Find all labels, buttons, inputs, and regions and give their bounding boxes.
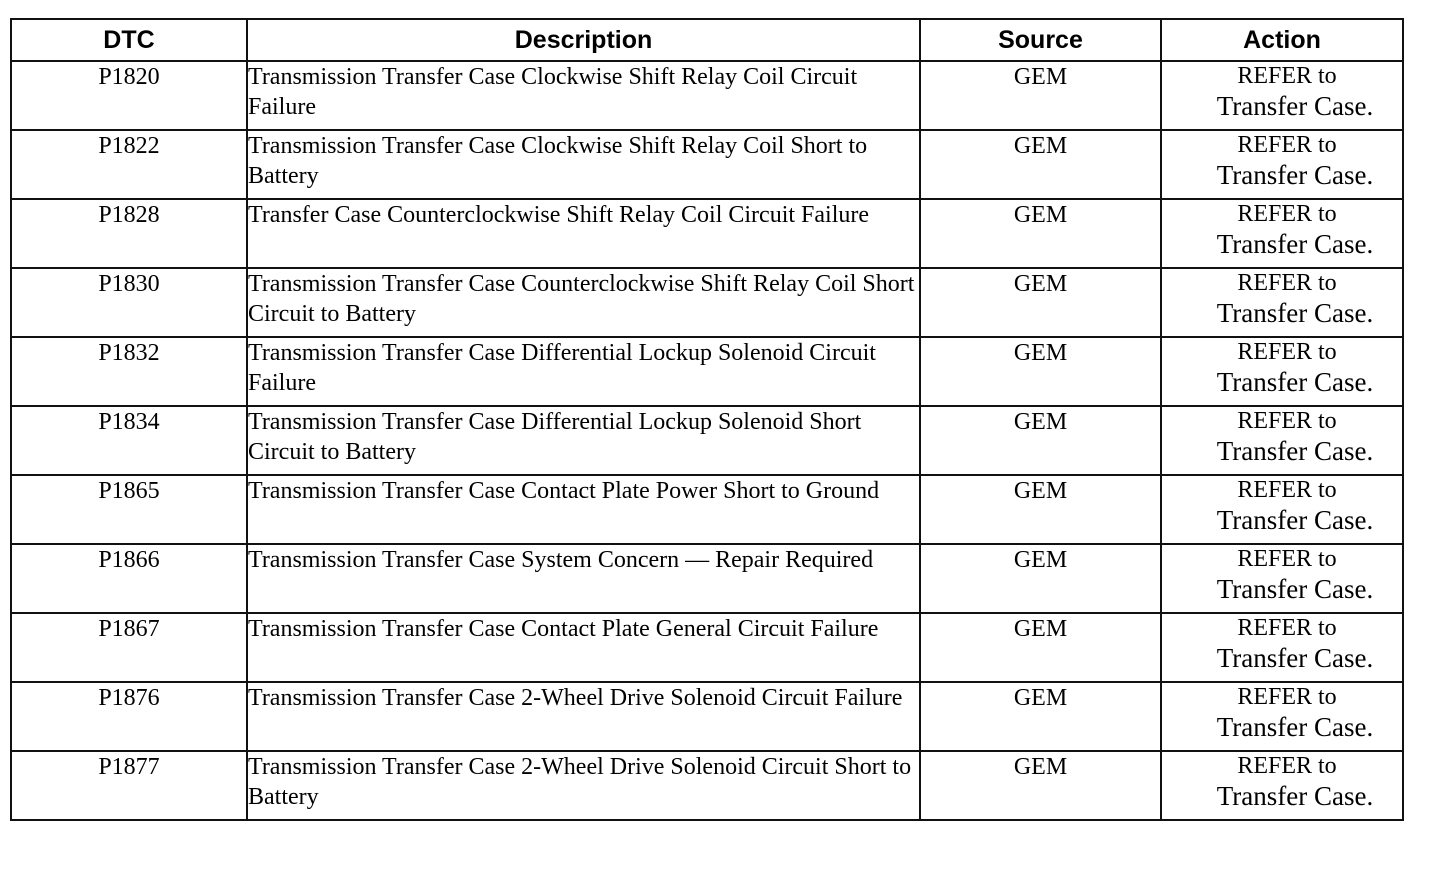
dtc-description: Transmission Transfer Case Contact Plate Power Short to Ground xyxy=(247,475,920,544)
dtc-action xyxy=(1161,613,1403,682)
header-description: Description xyxy=(247,19,920,61)
header-source: Source xyxy=(920,19,1161,61)
action-refer: REFER to xyxy=(1237,132,1337,158)
table-row xyxy=(11,613,1403,682)
dtc-description: Transmission Transfer Case Clockwise Shift Relay Coil Circuit Failure xyxy=(247,61,920,130)
dtc-source: GEM xyxy=(920,475,1161,544)
action-refer: REFER to xyxy=(1237,753,1337,779)
header-row xyxy=(11,19,1403,61)
dtc-action xyxy=(1161,268,1403,337)
dtc-action xyxy=(1161,337,1403,406)
action-target: Transfer Case. xyxy=(1216,160,1374,190)
table-row xyxy=(11,475,1403,544)
header-dtc: DTC xyxy=(11,19,247,61)
table-row xyxy=(11,199,1403,268)
dtc-code: P1832 xyxy=(11,337,247,406)
action-target: Transfer Case. xyxy=(1216,781,1374,811)
dtc-description: Transmission Transfer Case System Concern — Repair Required xyxy=(247,544,920,613)
action-target: Transfer Case. xyxy=(1216,367,1374,397)
action-target: Transfer Case. xyxy=(1216,712,1374,742)
table-row xyxy=(11,61,1403,130)
dtc-action xyxy=(1161,751,1403,820)
action-target: Transfer Case. xyxy=(1216,643,1374,673)
action-target: Transfer Case. xyxy=(1216,91,1374,121)
dtc-code: P1830 xyxy=(11,268,247,337)
action-refer: REFER to xyxy=(1237,615,1337,641)
action-target: Transfer Case. xyxy=(1216,505,1374,535)
dtc-source: GEM xyxy=(920,613,1161,682)
dtc-code: P1866 xyxy=(11,544,247,613)
table-body xyxy=(11,61,1403,820)
dtc-action xyxy=(1161,406,1403,475)
action-refer: REFER to xyxy=(1237,339,1337,365)
table-row xyxy=(11,337,1403,406)
dtc-source: GEM xyxy=(920,337,1161,406)
dtc-source: GEM xyxy=(920,268,1161,337)
action-target: Transfer Case. xyxy=(1216,229,1374,259)
dtc-code: P1876 xyxy=(11,682,247,751)
dtc-source: GEM xyxy=(920,406,1161,475)
table-row xyxy=(11,751,1403,820)
dtc-description: Transmission Transfer Case 2-Wheel Drive Solenoid Circuit Short to Battery xyxy=(247,751,920,820)
dtc-source: GEM xyxy=(920,61,1161,130)
dtc-code: P1822 xyxy=(11,130,247,199)
dtc-description: Transfer Case Counterclockwise Shift Relay Coil Circuit Failure xyxy=(247,199,920,268)
table-row xyxy=(11,544,1403,613)
dtc-description: Transmission Transfer Case Differential Lockup Solenoid Circuit Failure xyxy=(247,337,920,406)
table-row xyxy=(11,268,1403,337)
action-refer: REFER to xyxy=(1237,408,1337,434)
dtc-code: P1877 xyxy=(11,751,247,820)
dtc-action xyxy=(1161,130,1403,199)
table-row xyxy=(11,406,1403,475)
action-refer: REFER to xyxy=(1237,546,1337,572)
action-refer: REFER to xyxy=(1237,684,1337,710)
dtc-code: P1834 xyxy=(11,406,247,475)
action-refer: REFER to xyxy=(1237,270,1337,296)
dtc-description: Transmission Transfer Case Counterclockwise Shift Relay Coil Short Circuit to Battery xyxy=(247,268,920,337)
dtc-code: P1867 xyxy=(11,613,247,682)
table-row xyxy=(11,130,1403,199)
action-refer: REFER to xyxy=(1237,201,1337,227)
dtc-action xyxy=(1161,682,1403,751)
dtc-description: Transmission Transfer Case Contact Plate General Circuit Failure xyxy=(247,613,920,682)
dtc-source: GEM xyxy=(920,751,1161,820)
dtc-table xyxy=(10,18,1404,821)
table-header xyxy=(11,19,1403,61)
dtc-code: P1820 xyxy=(11,61,247,130)
action-target: Transfer Case. xyxy=(1216,574,1374,604)
header-action: Action xyxy=(1161,19,1403,61)
dtc-description: Transmission Transfer Case 2-Wheel Drive Solenoid Circuit Failure xyxy=(247,682,920,751)
dtc-source: GEM xyxy=(920,199,1161,268)
dtc-description: Transmission Transfer Case Differential Lockup Solenoid Short Circuit to Battery xyxy=(247,406,920,475)
action-refer: REFER to xyxy=(1237,63,1337,89)
dtc-action xyxy=(1161,544,1403,613)
dtc-action xyxy=(1161,199,1403,268)
dtc-code: P1828 xyxy=(11,199,247,268)
action-refer: REFER to xyxy=(1237,477,1337,503)
dtc-source: GEM xyxy=(920,130,1161,199)
action-target: Transfer Case. xyxy=(1216,436,1374,466)
table-row xyxy=(11,682,1403,751)
dtc-source: GEM xyxy=(920,682,1161,751)
dtc-source: GEM xyxy=(920,544,1161,613)
dtc-action xyxy=(1161,475,1403,544)
dtc-action xyxy=(1161,61,1403,130)
action-target: Transfer Case. xyxy=(1216,298,1374,328)
dtc-code: P1865 xyxy=(11,475,247,544)
dtc-description: Transmission Transfer Case Clockwise Shift Relay Coil Short to Battery xyxy=(247,130,920,199)
